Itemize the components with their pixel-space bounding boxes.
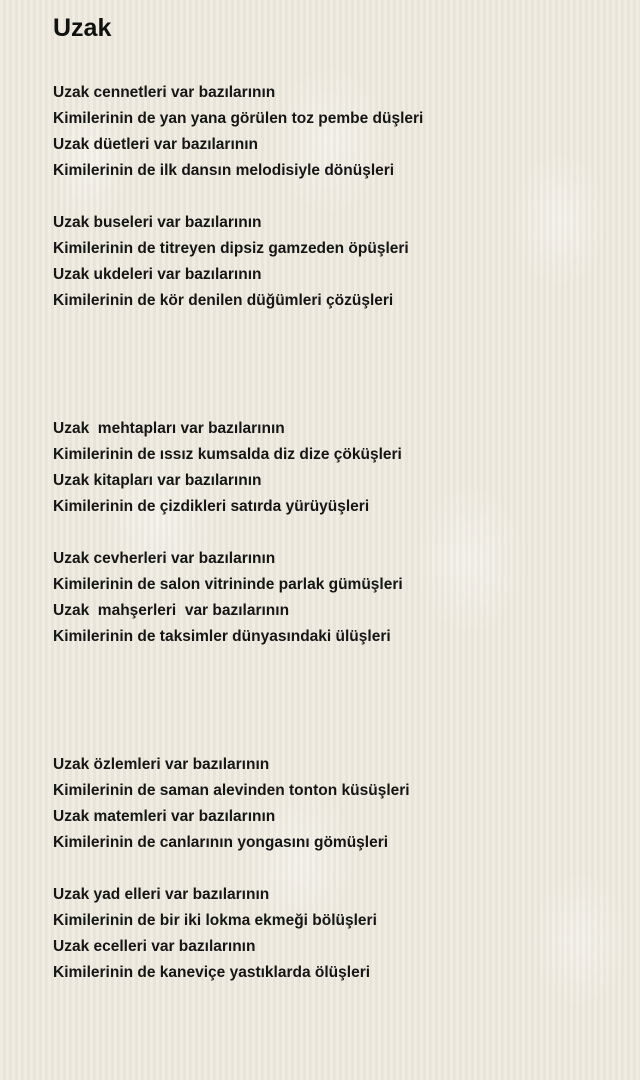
poem-line: Kimilerinin de çizdikleri satırda yürüyüşleri: [53, 498, 370, 515]
poem-line: Uzak özlemleri var bazılarının: [53, 756, 270, 773]
poem-line: Kimilerinin de canlarının yongasını gömüşleri: [53, 834, 389, 851]
poem-line: Uzak cennetleri var bazılarının: [53, 84, 276, 101]
section-spacer: [53, 650, 613, 752]
poem-line: Kimilerinin de bir iki lokma ekmeği bölüşleri: [53, 912, 377, 929]
poem-line: Kimilerinin de ıssız kumsalda diz dize çöküşleri: [53, 446, 402, 463]
stanza-4: [53, 546, 613, 650]
poem-line: Kimilerinin de kaneviçe yastıklarda ölüşleri: [53, 964, 371, 981]
poem-line: Uzak düetleri var bazılarının: [53, 136, 259, 153]
poem-line: Uzak matemleri var bazılarının: [53, 808, 276, 825]
poem-line: Kimilerinin de yan yana görülen toz pembe düşleri: [53, 110, 424, 127]
poem-title: Uzak: [53, 14, 112, 42]
poem-line: Kimilerinin de saman alevinden tonton küsüşleri: [53, 782, 410, 799]
poem-line: Uzak mahşerleri var bazılarının: [53, 602, 290, 619]
poem-line: Uzak buseleri var bazılarının: [53, 214, 262, 231]
poem-line: Kimilerinin de titreyen dipsiz gamzeden öpüşleri: [53, 240, 409, 257]
stanza-spacer: [53, 520, 613, 546]
stanza-1: [53, 80, 613, 184]
stanza-3: [53, 416, 613, 520]
stanza-5: [53, 752, 613, 856]
stanza-6: [53, 882, 613, 986]
poem-line: Uzak kitapları var bazılarının: [53, 472, 262, 489]
poem-line: Kimilerinin de ilk dansın melodisiyle dönüşleri: [53, 162, 395, 179]
stanza-spacer: [53, 856, 613, 882]
stanza-spacer: [53, 184, 613, 210]
poem-line: Kimilerinin de taksimler dünyasındaki ülüşleri: [53, 628, 391, 645]
poem-page: [53, 0, 613, 986]
poem-line: Uzak mehtapları var bazılarının: [53, 420, 285, 437]
section-spacer: [53, 314, 613, 416]
poem-line: Uzak yad elleri var bazılarının: [53, 886, 270, 903]
poem-line: Uzak cevherleri var bazılarının: [53, 550, 276, 567]
stanza-2: [53, 210, 613, 314]
poem-line: Kimilerinin de salon vitrininde parlak gümüşleri: [53, 576, 403, 593]
poem-line: Kimilerinin de kör denilen düğümleri çözüşleri: [53, 292, 394, 309]
poem-line: Uzak ukdeleri var bazılarının: [53, 266, 262, 283]
poem-line: Uzak ecelleri var bazılarının: [53, 938, 256, 955]
poem-body: [53, 80, 613, 986]
